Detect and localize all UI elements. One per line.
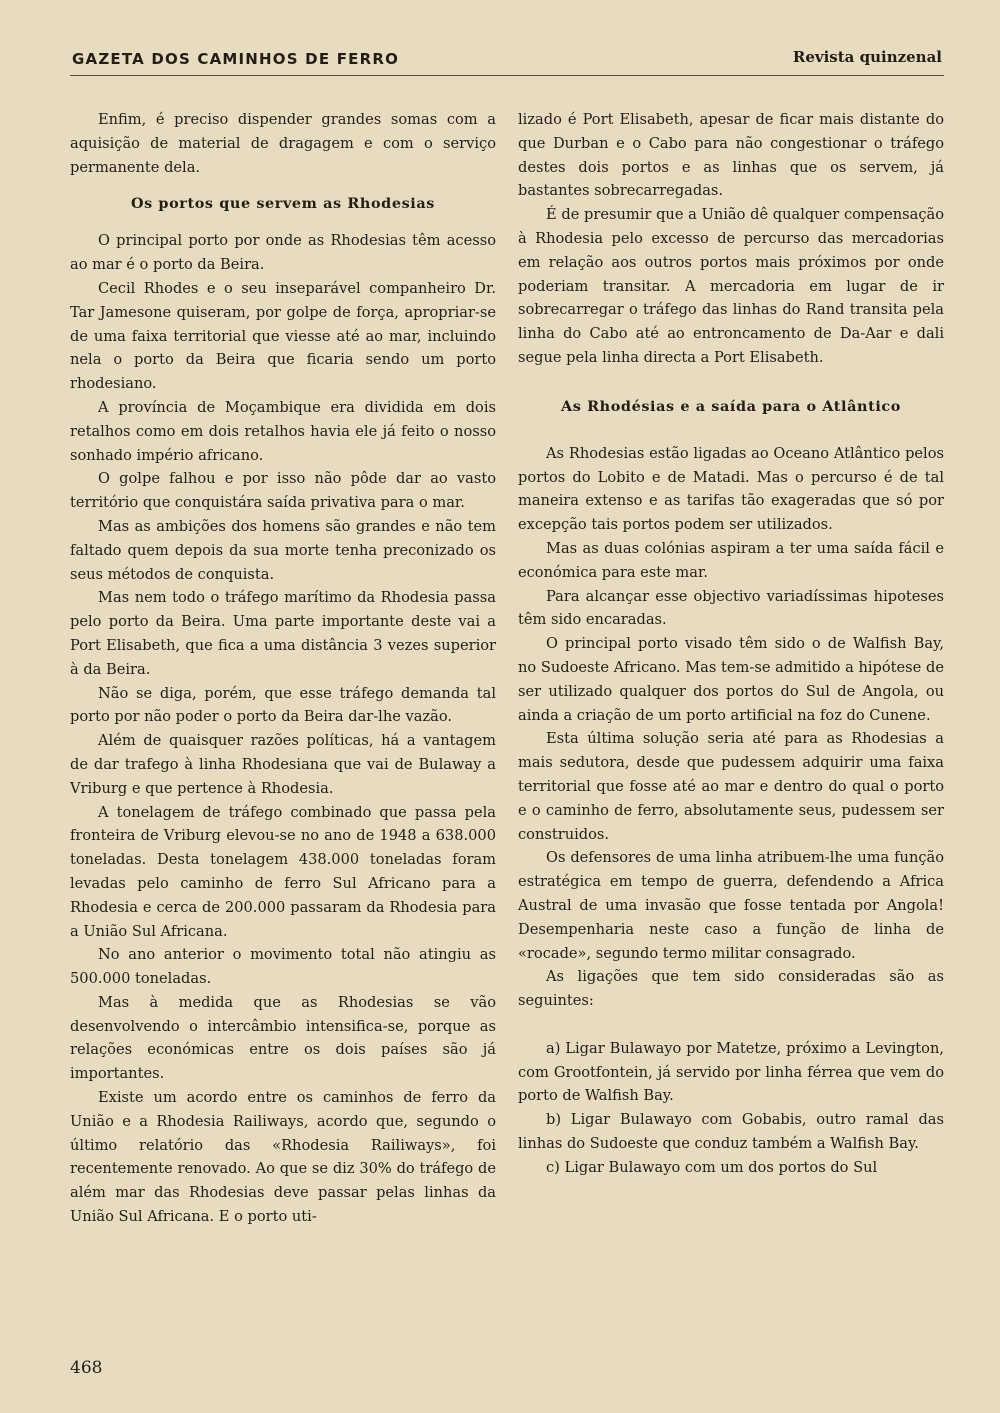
paragraph: Cecil Rhodes e o seu inseparável companheiro Dr. Tar Jamesone quiseram, por golpe de força, apropriar-se de uma faixa territorial que viesse até ao mar, incluindo nela o porto da Beira que ficaria sendo um porto rhodesiano.	[70, 279, 496, 393]
paragraph: As ligações que tem sido consideradas são as seguintes:	[518, 968, 944, 1010]
paragraph: Além de quaisquer razões políticas, há a vantagem de dar trafego à linha Rhodesiana que vai de Bulaway a Vriburg e que pertence à Rhodesia.	[70, 732, 496, 797]
paragraph: Para alcançar esse objectivo variadíssimas hipoteses têm sido encaradas.	[518, 587, 944, 629]
paragraph: É de presumir que a União dê qualquer compensação à Rhodesia pelo excesso de percurso das mercadorias em relação aos outros portos mais próximos por onde poderiam transitar. A mercadoria em lugar de ir sobrecarregar o tráfego das linhas do Rand transita pela linha do Cabo até ao entroncamento de Da-Aar e dali segue pela linha directa a Port Elisabeth.	[518, 206, 944, 366]
header-divider	[70, 75, 944, 76]
journal-title: GAZETA DOS CAMINHOS DE FERRO	[72, 50, 400, 68]
paragraph: No ano anterior o movimento total não atingiu as 500.000 toneladas.	[70, 946, 496, 988]
right-column	[518, 108, 944, 1180]
paragraph: O principal porto por onde as Rhodesias têm acesso ao mar é o porto da Beira.	[70, 232, 496, 274]
paragraph: Não se diga, porém, que esse tráfego demanda tal porto por não poder o porto da Beira dar-lhe vazão.	[70, 684, 496, 726]
list-item: a) Ligar Bulawayo por Matetze, próximo a Levington, com Grootfontein, já servido por linha férrea que vem do porto de Walfish Bay.	[518, 1039, 944, 1105]
paragraph: As Rhodesias estão ligadas ao Oceano Atlântico pelos portos do Lobito e de Matadi. Mas o percurso é de tal maneira extenso e as tarifas tão exageradas que só por excepção tais portos podem ser utilizados.	[518, 444, 944, 534]
page-number: 468	[70, 1358, 103, 1378]
paragraph: Mas à medida que as Rhodesias se vão desenvolvendo o intercâmbio intensifica-se, porque as relações económicas entre os dois países são já importantes.	[70, 993, 496, 1083]
journal-subtitle: Revista quinzenal	[792, 48, 942, 66]
paragraph: O golpe falhou e por isso não pôde dar ao vasto território que conquistára saída privativa para o mar.	[70, 470, 496, 512]
paragraph: Os defensores de uma linha atribuem-lhe uma função estratégica em tempo de guerra, defendendo a Africa Austral de uma invasão que fosse tentada por Angola! Desempenharia neste caso a função de linha de «rocade», segundo termo militar consagrado.	[518, 849, 944, 962]
left-column	[70, 108, 496, 1229]
paragraph: Mas as ambições dos homens são grandes e não tem faltado quem depois da sua morte tenha preconizado os seus métodos de conquista.	[70, 517, 496, 583]
paragraph: lizado é Port Elisabeth, apesar de ficar mais distante do que Durban e o Cabo para não congestionar o tráfego destes dois portos e as linhas que os servem, já bastantes sobrecarregadas.	[518, 111, 944, 200]
paragraph: Mas nem todo o tráfego marítimo da Rhodesia passa pelo porto da Beira. Uma parte importante deste vai a Port Elisabeth, que fica a uma distância 3 vezes superior à da Beira.	[70, 589, 496, 678]
paragraph: A província de Moçambique era dividida em dois retalhos como em dois retalhos havia ele já feito o nosso sonhado império africano.	[70, 398, 496, 464]
paragraph: Esta última solução seria até para as Rhodesias a mais sedutora, desde que pudessem adquirir uma faixa territorial que fosse até ao mar e dentro do qual o porto e o caminho de ferro, absolutamente seus, pudessem ser construidos.	[518, 730, 944, 843]
paragraph: Existe um acordo entre os caminhos de ferro da União e a Rhodesia Railiways, acordo que, segundo o último relatório das «Rhodesia Railiways», foi recentemente renovado. Ao que se diz 30% do tráfego de além mar das Rhodesias deve passar pelas linhas da União Sul Africana. E o porto uti-	[70, 1089, 496, 1226]
section-heading: As Rhodésias e a saída para o Atlântico	[561, 397, 901, 415]
section-heading: Os portos que servem as Rhodesias	[130, 195, 435, 213]
paragraph: Enfim, é preciso dispender grandes somas com a aquisição de material de dragagem e com o serviço permanente dela.	[70, 111, 496, 176]
paragraph: A tonelagem de tráfego combinado que passa pela fronteira de Vriburg elevou-se no ano de 1948 a 638.000 toneladas. Desta tonelagem 438.000 toneladas foram levadas pelo caminho de ferro Sul Africano para a Rhodesia e cerca de 200.000 passaram da Rhodesia para a União Sul Africana.	[70, 803, 496, 940]
spacer	[518, 1013, 944, 1037]
list-item: b) Ligar Bulawayo com Gobabis, outro ramal das linhas do Sudoeste que conduz também a Walfish Bay.	[518, 1111, 944, 1153]
list-item: c) Ligar Bulawayo com um dos portos do Sul	[546, 1158, 878, 1176]
paragraph: O principal porto visado têm sido o de Walfish Bay, no Sudoeste Africano. Mas tem-se admitido a hipótese de ser utilizado qualquer dos portos do Sul de Angola, ou ainda a criação de um porto artificial na foz do Cunene.	[518, 635, 944, 724]
paragraph: Mas as duas colónias aspiram a ter uma saída fácil e económica para este mar.	[518, 539, 944, 581]
